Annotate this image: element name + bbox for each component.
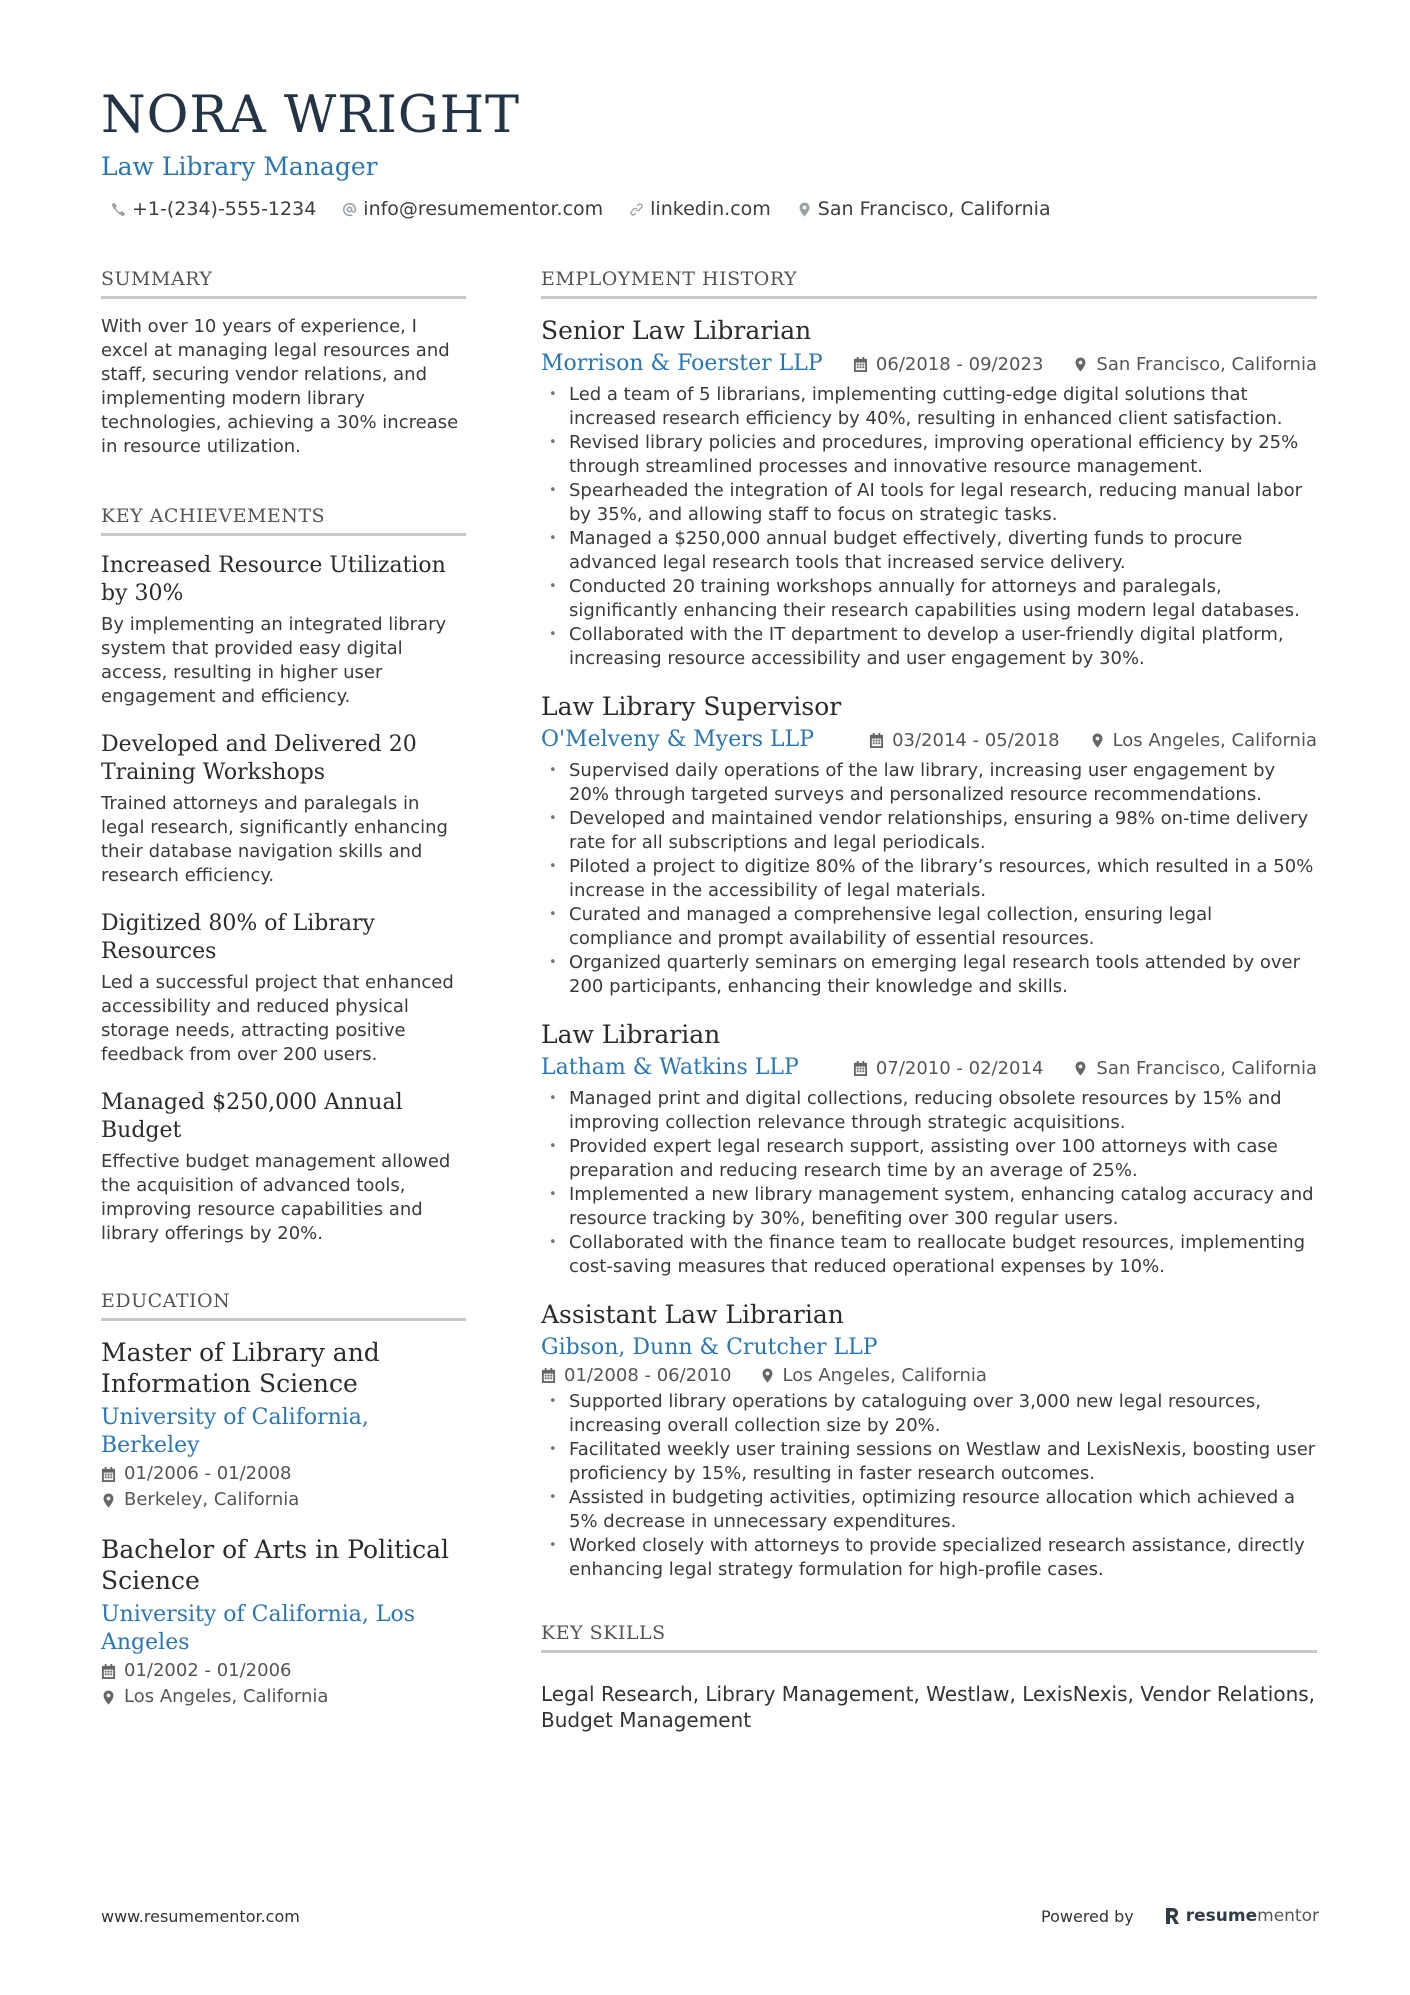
job-meta [541, 1365, 1317, 1386]
section-title-skills: KEY SKILLS [541, 1622, 1317, 1653]
job-bullet: • Conducted 20 training workshops annually for attorneys and paralegals, significantly enhancing their research capabilities using modern legal databases. [541, 575, 1317, 623]
education-item [101, 1337, 466, 1512]
job-meta [853, 1058, 1317, 1079]
job-bullet: • Facilitated weekly user training sessions on Westlaw and LexisNexis, boosting user proficiency by 15%, resulting in faster research outcomes. [541, 1438, 1317, 1486]
job-company: Gibson, Dunn & Crutcher LLP [541, 1335, 878, 1360]
education-location-text: Berkeley, California [124, 1489, 300, 1510]
summary-section [101, 268, 466, 459]
education-location-text: Los Angeles, California [124, 1686, 329, 1707]
candidate-title: Law Library Manager [101, 152, 378, 181]
job-company: Morrison & Foerster LLP [541, 351, 823, 376]
job-location-text: San Francisco, California [1096, 1057, 1317, 1079]
resume-header [101, 84, 1310, 220]
job-entry [541, 315, 1317, 671]
map-pin-icon [1073, 1061, 1088, 1076]
achievement-item [101, 731, 466, 888]
powered-by [1041, 1906, 1319, 1926]
job-location [1073, 354, 1317, 375]
job-dates [853, 1058, 1044, 1079]
achievement-title: Managed $250,000 Annual Budget [101, 1090, 403, 1143]
employment-section [541, 268, 1317, 1582]
page-footer [101, 1906, 1319, 1926]
right-column [541, 268, 1317, 1733]
achievement-item [101, 552, 466, 709]
job-dates [541, 1365, 732, 1386]
job-meta [869, 730, 1317, 751]
job-title: Assistant Law Librarian [541, 1300, 844, 1329]
job-title: Law Library Supervisor [541, 692, 842, 721]
achievements-section [101, 505, 466, 1246]
job-location [1073, 1058, 1317, 1079]
section-title-achievements: KEY ACHIEVEMENTS [101, 505, 466, 536]
contact-phone [111, 198, 316, 220]
job-company: Latham & Watkins LLP [541, 1055, 799, 1080]
email-text: info@resumementor.com [363, 198, 604, 220]
calendar-icon [541, 1368, 556, 1383]
job-bullet: • Developed and maintained vendor relationships, ensuring a 98% on-time delivery rate for all subscriptions and legal periodicals. [541, 807, 1317, 855]
job-location-text: Los Angeles, California [1112, 729, 1317, 751]
job-bullet: • Worked closely with attorneys to provide specialized research assistance, directly enhancing legal strategy formulation for high-profile cases. [541, 1534, 1317, 1582]
job-header-row [541, 349, 1317, 379]
calendar-icon [869, 733, 884, 748]
skills-text: Legal Research, Library Management, Westlaw, LexisNexis, Vendor Relations, Budget Management [541, 1682, 1316, 1732]
resumementor-logo-icon [1164, 1907, 1180, 1925]
map-pin-icon [101, 1493, 116, 1508]
calendar-icon [101, 1467, 116, 1482]
education-school: University of California, Los Angeles [101, 1602, 416, 1655]
job-entry [541, 691, 1317, 999]
achievement-item [101, 910, 466, 1067]
achievement-text: Effective budget management allowed the acquisition of advanced tools, improving resource capabilities and library offerings by 20%. [101, 1151, 451, 1244]
achievement-text: Trained attorneys and paralegals in legal research, significantly enhancing their database navigation skills and research efficiency. [101, 793, 448, 886]
education-item [101, 1534, 466, 1709]
location-text: San Francisco, California [817, 198, 1051, 220]
education-dates [101, 1659, 466, 1683]
brand-text-light: mentor [1257, 1906, 1319, 1926]
job-bullet: • Provided expert legal research support, assisting over 100 attorneys with case preparation and reducing research time by an average of 25%. [541, 1135, 1317, 1183]
brand-logo[interactable] [1164, 1906, 1319, 1926]
achievement-item [101, 1089, 466, 1246]
job-bullet: • Organized quarterly seminars on emerging legal research tools attended by over 200 participants, enhancing their knowledge and skills. [541, 951, 1317, 999]
achievement-title: Developed and Delivered 20 Training Workshops [101, 732, 417, 785]
job-dates-text: 07/2010 - 02/2014 [875, 1057, 1044, 1079]
job-bullet: • Collaborated with the finance team to reallocate budget resources, implementing cost-saving measures that reduced operational expenses by 10%. [541, 1231, 1317, 1279]
contact-email[interactable] [342, 198, 603, 220]
job-bullet: • Assisted in budgeting activities, optimizing resource allocation which achieved a 5% decrease in unnecessary expenditures. [541, 1486, 1317, 1534]
calendar-icon [853, 1061, 868, 1076]
education-dates-text: 01/2006 - 01/2008 [124, 1463, 292, 1484]
left-column [101, 268, 466, 1731]
summary-text: With over 10 years of experience, I excel at managing legal resources and staff, securing vendor relations, and implementing modern library technologies, achieving a 30% increase in resource utilization. [101, 316, 459, 457]
at-icon [342, 202, 357, 217]
job-location-text: San Francisco, California [1096, 353, 1317, 375]
calendar-icon [101, 1664, 116, 1679]
map-pin-icon [797, 202, 812, 217]
job-bullets [541, 383, 1317, 671]
section-title-employment: EMPLOYMENT HISTORY [541, 268, 1317, 299]
contact-linkedin[interactable] [629, 198, 771, 220]
job-bullet: • Curated and managed a comprehensive legal collection, ensuring legal compliance and prompt availability of essential resources. [541, 903, 1317, 951]
linkedin-text: linkedin.com [650, 198, 771, 220]
section-title-summary: SUMMARY [101, 268, 466, 299]
job-bullet: • Managed a $250,000 annual budget effectively, diverting funds to procure advanced legal research tools that increased service delivery. [541, 527, 1317, 575]
job-header-row [541, 1053, 1317, 1083]
job-bullet: • Piloted a project to digitize 80% of the library’s resources, which resulted in a 50% increase in the accessibility of legal materials. [541, 855, 1317, 903]
education-location [101, 1685, 466, 1709]
powered-by-label: Powered by [1041, 1906, 1134, 1926]
map-pin-icon [1090, 733, 1105, 748]
achievement-title: Increased Resource Utilization by 30% [101, 553, 446, 606]
achievement-text: By implementing an integrated library system that provided easy digital access, resulting in higher user engagement and efficiency. [101, 614, 447, 707]
footer-website[interactable]: www.resumementor.com [101, 1906, 300, 1926]
job-dates-text: 03/2014 - 05/2018 [892, 729, 1060, 751]
job-bullet: • Spearheaded the integration of AI tools for legal research, reducing manual labor by 35%, and allowing staff to focus on strategic tasks. [541, 479, 1317, 527]
brand-text-bold: resume [1185, 1906, 1258, 1926]
job-bullet: • Collaborated with the IT department to develop a user-friendly digital platform, increasing resource accessibility and user engagement by 30%. [541, 623, 1317, 671]
education-degree: Bachelor of Arts in Political Science [101, 1535, 450, 1595]
job-location-text: Los Angeles, California [782, 1365, 987, 1386]
calendar-icon [853, 357, 868, 372]
contact-bar [101, 198, 1310, 220]
job-title: Senior Law Librarian [541, 316, 812, 345]
job-meta [853, 354, 1317, 375]
education-location [101, 1488, 466, 1512]
job-dates [869, 730, 1060, 751]
education-school: University of California, Berkeley [101, 1405, 369, 1458]
job-bullet: • Revised library policies and procedures, improving operational efficiency by 25% through streamlined processes and innovative resource management. [541, 431, 1317, 479]
education-dates [101, 1462, 466, 1486]
education-degree: Master of Library and Information Science [101, 1338, 380, 1398]
job-bullets [541, 759, 1317, 999]
skills-section [541, 1622, 1317, 1733]
job-bullets [541, 1087, 1317, 1279]
education-section [101, 1290, 466, 1709]
map-pin-icon [101, 1690, 116, 1705]
phone-icon [111, 202, 126, 217]
achievement-text: Led a successful project that enhanced accessibility and reduced physical storage needs, attracting positive feedback from over 200 users. [101, 972, 454, 1065]
job-location [760, 1365, 987, 1386]
job-header-row [541, 1333, 1317, 1363]
link-icon [629, 202, 644, 217]
job-bullets [541, 1390, 1317, 1582]
map-pin-icon [760, 1368, 775, 1383]
section-title-education: EDUCATION [101, 1290, 466, 1321]
achievement-title: Digitized 80% of Library Resources [101, 911, 375, 964]
job-location [1090, 730, 1317, 751]
phone-text: +1-(234)-555-1234 [132, 198, 317, 220]
job-entry [541, 1019, 1317, 1279]
job-title: Law Librarian [541, 1020, 721, 1049]
job-bullet: • Led a team of 5 librarians, implementing cutting-edge digital solutions that increased research efficiency by 40%, resulting in enhanced client satisfaction. [541, 383, 1317, 431]
job-bullet: • Implemented a new library management system, enhancing catalog accuracy and resource tracking by 30%, benefiting over 300 regular users. [541, 1183, 1317, 1231]
job-company: O'Melveny & Myers LLP [541, 727, 815, 752]
contact-location [797, 198, 1051, 220]
job-dates-text: 01/2008 - 06/2010 [564, 1365, 732, 1386]
map-pin-icon [1073, 357, 1088, 372]
job-header-row [541, 725, 1317, 755]
job-dates-text: 06/2018 - 09/2023 [875, 353, 1044, 375]
job-bullet: • Supervised daily operations of the law library, increasing user engagement by 20% through targeted surveys and personalized resource recommendations. [541, 759, 1317, 807]
job-entry [541, 1299, 1317, 1582]
job-bullet: • Managed print and digital collections, reducing obsolete resources by 15% and improving collection relevance through strategic acquisitions. [541, 1087, 1317, 1135]
education-dates-text: 01/2002 - 01/2006 [124, 1660, 292, 1681]
job-bullet: • Supported library operations by cataloguing over 3,000 new legal resources, increasing overall collection size by 20%. [541, 1390, 1317, 1438]
job-dates [853, 354, 1044, 375]
candidate-name: NORA WRIGHT [101, 86, 521, 145]
